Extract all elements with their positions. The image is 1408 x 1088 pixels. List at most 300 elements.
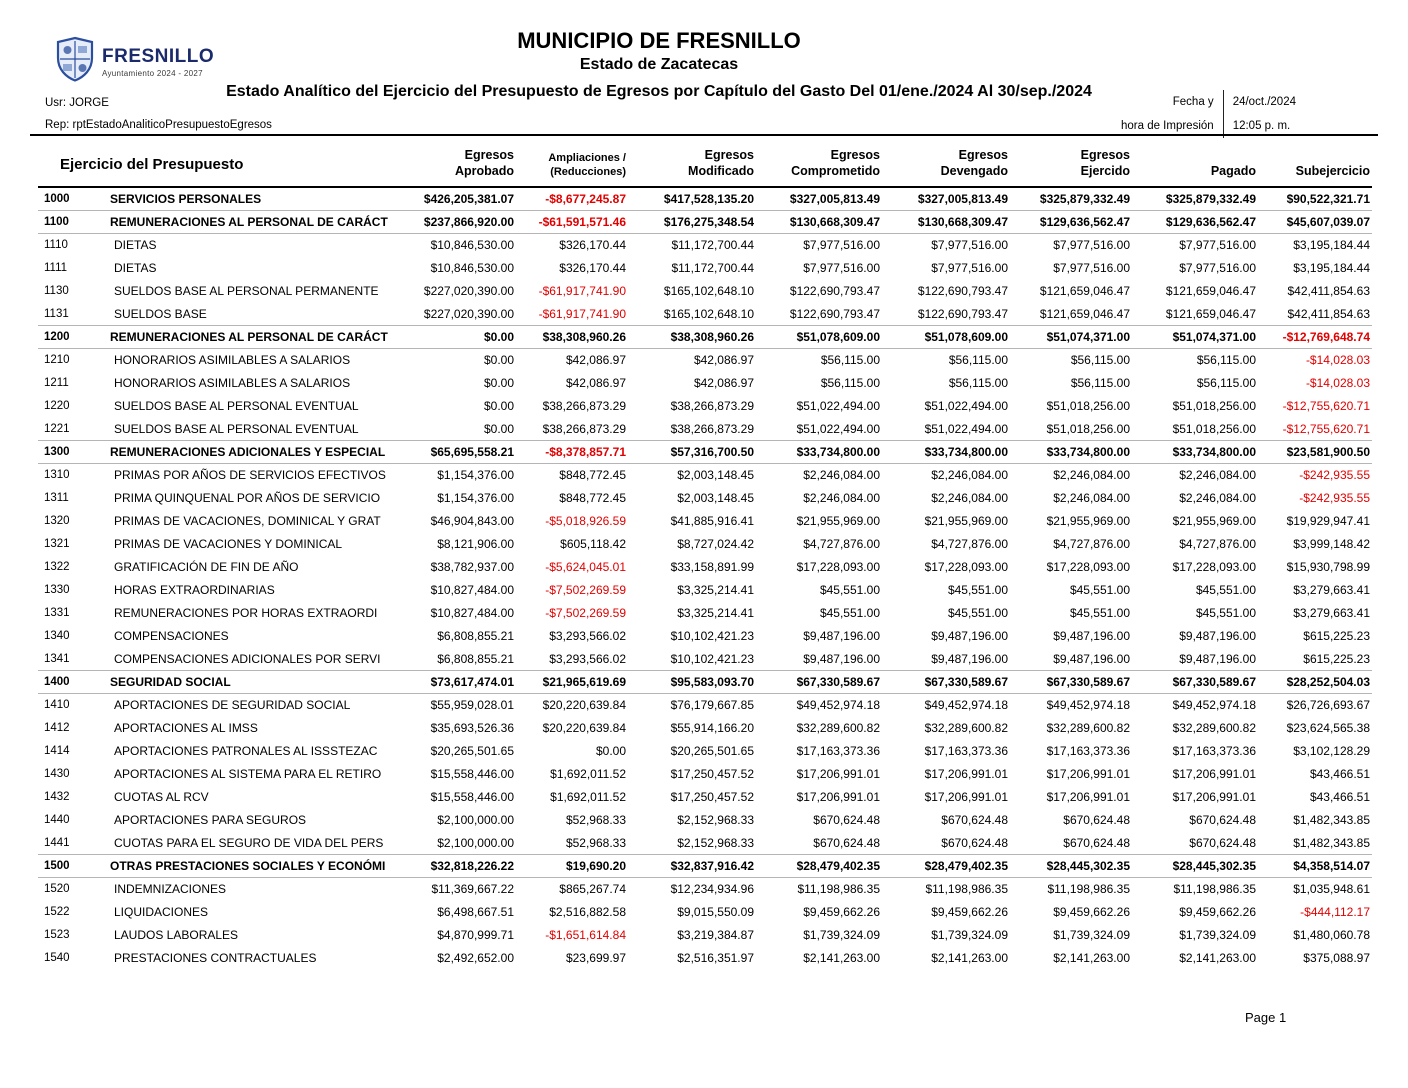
table-row (38, 647, 1372, 670)
row-value: $49,452,974.18 (1046, 698, 1130, 712)
row-value: $28,445,302.35 (1010, 854, 1132, 877)
row-value: $2,246,084.00 (931, 468, 1008, 482)
row-value: $670,624.48 (813, 835, 880, 850)
table-header-row (38, 148, 1372, 187)
row-value: -$242,935.55 (1299, 468, 1370, 482)
row-value: $28,252,504.03 (1258, 670, 1372, 693)
row-value: $56,115.00 (948, 375, 1008, 390)
row-value: $3,325,214.41 (677, 605, 754, 620)
row-value: $7,977,516.00 (1053, 260, 1130, 275)
row-value: -$7,502,269.59 (545, 582, 626, 597)
title-block (100, 28, 1218, 101)
row-value: $19,929,947.41 (1286, 513, 1370, 528)
row-value: $49,452,974.18 (1172, 698, 1256, 712)
row-code: 1520 (44, 883, 70, 895)
row-value: $0.00 (483, 398, 514, 413)
row-code: 1414 (44, 744, 70, 757)
row-value: $9,015,550.09 (677, 904, 754, 919)
table-row (38, 279, 1372, 302)
row-description: LIQUIDACIONES (114, 904, 209, 919)
row-description: SERVICIOS PERSONALES (100, 187, 400, 210)
row-value: $51,018,256.00 (1046, 421, 1130, 436)
row-value: $848,772.45 (559, 468, 626, 482)
row-value: -$61,917,741.90 (538, 306, 626, 321)
row-value: $10,827,484.00 (430, 582, 514, 597)
row-value: $325,879,332.49 (1132, 187, 1258, 210)
row-value: $670,624.48 (813, 812, 880, 827)
table-row (38, 900, 1372, 923)
row-value: $129,636,562.47 (1010, 210, 1132, 233)
row-value: $12,234,934.96 (670, 882, 754, 896)
row-code: 1300 (38, 440, 100, 463)
col-header-line: Egresos (830, 148, 880, 162)
row-value: $2,141,263.00 (1179, 950, 1256, 965)
row-code: 1523 (44, 928, 70, 941)
row-value: $2,141,263.00 (931, 950, 1008, 965)
row-value: $670,624.48 (1189, 812, 1256, 827)
row-value: $17,228,093.00 (1172, 559, 1256, 574)
row-value: $73,617,474.01 (400, 670, 516, 693)
col-header-line: Ampliaciones / (548, 151, 626, 164)
row-value: $26,726,693.67 (1286, 698, 1370, 712)
row-code: 1000 (38, 187, 100, 210)
row-value: $45,551.00 (1195, 582, 1256, 597)
row-value: $42,411,854.63 (1287, 283, 1370, 298)
row-value: $2,246,084.00 (1179, 468, 1256, 482)
print-meta (1121, 90, 1296, 138)
row-value: -$61,917,741.90 (538, 283, 626, 298)
row-value: $17,250,457.52 (670, 789, 754, 804)
row-value: $56,115.00 (948, 353, 1008, 367)
row-value: $45,551.00 (1069, 605, 1130, 620)
row-value: $9,459,662.26 (803, 904, 880, 919)
row-value: $6,498,667.51 (437, 904, 514, 919)
row-value: $11,369,667.22 (431, 882, 514, 896)
row-value: $2,152,968.33 (677, 812, 754, 827)
row-code: 1220 (44, 399, 70, 412)
row-description: HONORARIOS ASIMILABLES A SALARIOS (114, 375, 351, 390)
col-header-line: Comprometido (791, 163, 880, 178)
row-value: $3,219,384.87 (677, 927, 754, 942)
row-value: $15,558,446.00 (430, 766, 514, 781)
row-code: 1200 (38, 325, 100, 348)
row-value: $51,022,494.00 (796, 398, 880, 413)
table-row (38, 693, 1372, 716)
table-row (38, 302, 1372, 325)
row-value: $33,734,800.00 (756, 440, 882, 463)
row-description: REMUNERACIONES POR HORAS EXTRAORDI (114, 605, 378, 620)
table-row (38, 233, 1372, 256)
row-value: $33,158,891.99 (670, 559, 754, 574)
row-value: $670,624.48 (1189, 835, 1256, 850)
table-row (38, 877, 1372, 900)
col-header-line: Egresos (704, 148, 754, 162)
row-value: $23,581,900.50 (1258, 440, 1372, 463)
row-value: $670,624.48 (941, 812, 1008, 827)
row-value: $9,459,662.26 (931, 904, 1008, 919)
row-value: $32,289,600.82 (1046, 720, 1130, 735)
row-value: $67,330,589.67 (882, 670, 1010, 693)
row-value: $7,977,516.00 (803, 238, 880, 252)
row-value: $45,607,039.07 (1258, 210, 1372, 233)
row-value: $32,289,600.82 (796, 720, 880, 735)
row-value: $2,246,084.00 (1053, 490, 1130, 505)
table-group-row (38, 440, 1372, 463)
row-code: 1211 (44, 376, 69, 389)
row-value: $7,977,516.00 (1053, 238, 1130, 252)
row-value: $121,659,046.47 (1039, 306, 1130, 321)
row-value: $28,479,402.35 (756, 854, 882, 877)
table-group-row (38, 325, 1372, 348)
row-value: $10,102,421.23 (670, 651, 754, 666)
row-value: $38,266,873.29 (542, 421, 626, 436)
row-value: $325,879,332.49 (1010, 187, 1132, 210)
row-value: $2,003,148.45 (677, 468, 754, 482)
col-header-aprobado (400, 148, 516, 187)
row-value: $49,452,974.18 (796, 698, 880, 712)
table-row (38, 348, 1372, 371)
row-value: $326,170.44 (559, 260, 626, 275)
row-value: $38,308,960.26 (628, 325, 756, 348)
row-description: APORTACIONES PARA SEGUROS (114, 812, 307, 827)
row-value: $23,699.97 (565, 950, 626, 965)
row-value: $2,141,263.00 (803, 950, 880, 965)
row-description: INDEMNIZACIONES (114, 882, 227, 896)
row-value: $42,086.97 (693, 375, 754, 390)
row-value: $4,727,876.00 (803, 536, 880, 551)
row-value: $10,102,421.23 (670, 628, 754, 643)
row-code: 1311 (44, 491, 69, 504)
row-value: $17,206,991.01 (1046, 766, 1130, 781)
row-value: $3,293,566.02 (549, 651, 626, 666)
row-value: $11,172,700.44 (671, 260, 754, 275)
row-description: PRIMAS POR AÑOS DE SERVICIOS EFECTIVOS (114, 468, 386, 482)
table-row (38, 532, 1372, 555)
row-value: -$14,028.03 (1305, 375, 1370, 390)
row-value: -$12,769,648.74 (1258, 325, 1372, 348)
col-header-line: Devengado (940, 163, 1008, 178)
row-code: 1320 (44, 514, 70, 527)
row-value: $45,551.00 (1195, 605, 1256, 620)
row-value: $17,206,991.01 (796, 789, 880, 804)
header-divider (30, 134, 1378, 136)
row-value: $17,206,991.01 (796, 766, 880, 781)
table-row (38, 486, 1372, 509)
fecha-label: Fecha y (1172, 96, 1214, 108)
row-code: 1430 (44, 767, 70, 780)
row-value: $2,100,000.00 (437, 812, 514, 827)
row-value: $51,074,371.00 (1010, 325, 1132, 348)
row-value: $67,330,589.67 (1010, 670, 1132, 693)
table-group-row (38, 187, 1372, 210)
row-value: $3,279,663.41 (1293, 582, 1370, 597)
row-value: $45,551.00 (819, 605, 880, 620)
row-value: $51,078,609.00 (882, 325, 1010, 348)
row-value: $11,198,986.35 (1047, 882, 1130, 896)
row-value: $2,003,148.45 (677, 490, 754, 505)
row-value: $122,690,793.47 (917, 306, 1008, 321)
row-value: $2,516,351.97 (677, 950, 754, 965)
row-value: -$1,651,614.84 (545, 927, 626, 942)
table-row (38, 555, 1372, 578)
row-value: $90,522,321.71 (1258, 187, 1372, 210)
row-value: -$8,677,245.87 (516, 187, 628, 210)
row-value: $2,246,084.00 (931, 490, 1008, 505)
row-code: 1322 (44, 560, 70, 573)
hora-label: hora de Impresión (1120, 120, 1214, 132)
row-value: $38,308,960.26 (516, 325, 628, 348)
row-value: $670,624.48 (941, 835, 1008, 850)
row-code: 1330 (44, 583, 70, 596)
row-value: $17,206,991.01 (1172, 766, 1256, 781)
row-value: $3,325,214.41 (677, 582, 754, 597)
row-value: $28,445,302.35 (1132, 854, 1258, 877)
row-value: $52,968.33 (565, 835, 626, 850)
row-value: $3,102,128.29 (1293, 743, 1370, 758)
table-row (38, 808, 1372, 831)
row-value: $8,121,906.00 (437, 536, 514, 551)
table-body (38, 187, 1372, 969)
row-value: $17,228,093.00 (796, 559, 880, 574)
row-value: $11,172,700.44 (671, 238, 754, 252)
logo-subtitle: Ayuntamiento 2024 - 2027 (102, 68, 203, 78)
row-description: REMUNERACIONES AL PERSONAL DE CARÁCT (100, 325, 400, 348)
col-header-line: Aprobado (454, 163, 514, 178)
row-value: $32,289,600.82 (1172, 720, 1256, 735)
row-value: $45,551.00 (819, 582, 880, 597)
table-group-row (38, 854, 1372, 877)
row-value: $375,088.97 (1303, 950, 1370, 965)
row-value: $1,480,060.78 (1293, 927, 1370, 942)
row-value: $65,695,558.21 (400, 440, 516, 463)
row-value: $38,266,873.29 (542, 398, 626, 413)
row-value: $4,358,514.07 (1258, 854, 1372, 877)
col-header-line: Modificado (688, 163, 754, 178)
row-value: $42,086.97 (565, 353, 626, 367)
row-value: $56,115.00 (1070, 375, 1130, 390)
row-description: APORTACIONES PATRONALES AL ISSSTEZAC (114, 743, 378, 758)
col-header-line: Pagado (1210, 163, 1256, 178)
row-value: $7,977,516.00 (1179, 238, 1256, 252)
row-value: $67,330,589.67 (1132, 670, 1258, 693)
row-value: $9,487,196.00 (1053, 651, 1130, 666)
row-value: $21,955,969.00 (796, 513, 880, 528)
row-value: $10,846,530.00 (430, 260, 514, 275)
row-value: $11,198,986.35 (925, 882, 1008, 896)
row-value: $615,225.23 (1303, 651, 1370, 666)
row-description: REMUNERACIONES ADICIONALES Y ESPECIAL (100, 440, 400, 463)
row-value: $1,154,376.00 (437, 490, 514, 505)
row-description: SUELDOS BASE AL PERSONAL EVENTUAL (114, 421, 359, 436)
fecha-value: 24/oct./2024 (1232, 96, 1296, 108)
row-code: 1100 (38, 210, 100, 233)
row-code: 1540 (44, 951, 70, 964)
row-value: $32,837,916.42 (628, 854, 756, 877)
row-description: SUELDOS BASE (114, 306, 207, 321)
row-description: CUOTAS PARA EL SEGURO DE VIDA DEL PERS (114, 835, 384, 850)
table-row (38, 394, 1372, 417)
row-code: 1441 (44, 836, 70, 849)
row-value: $51,074,371.00 (1132, 325, 1258, 348)
row-description: CUOTAS AL RCV (114, 789, 209, 804)
table-row (38, 923, 1372, 946)
row-value: $56,115.00 (1196, 375, 1256, 390)
row-value: $2,141,263.00 (1053, 950, 1130, 965)
row-value: $42,086.97 (565, 375, 626, 390)
row-value: $15,930,798.99 (1286, 559, 1370, 574)
row-value: $9,487,196.00 (803, 628, 880, 643)
row-value: $2,152,968.33 (677, 835, 754, 850)
row-value: $9,459,662.26 (1179, 904, 1256, 919)
row-value: $19,690.20 (516, 854, 628, 877)
row-code: 1321 (44, 537, 70, 550)
row-description: PRIMAS DE VACACIONES, DOMINICAL Y GRAT (114, 513, 381, 528)
row-value: $1,692,011.52 (550, 789, 626, 804)
row-value: $2,246,084.00 (1179, 490, 1256, 505)
row-value: $7,977,516.00 (931, 260, 1008, 275)
row-value: $33,734,800.00 (1010, 440, 1132, 463)
row-value: $121,659,046.47 (1165, 283, 1256, 298)
row-value: $1,035,948.61 (1293, 882, 1370, 896)
row-code: 1500 (38, 854, 100, 877)
row-value: $4,727,876.00 (1053, 536, 1130, 551)
row-code: 1110 (44, 239, 68, 251)
row-value: $1,482,343.85 (1293, 812, 1370, 827)
row-value: $17,163,373.36 (1046, 743, 1130, 758)
row-value: $227,020,390.00 (423, 306, 514, 321)
row-value: $327,005,813.49 (756, 187, 882, 210)
row-value: $417,528,135.20 (628, 187, 756, 210)
row-value: -$7,502,269.59 (545, 605, 626, 620)
row-value: $51,018,256.00 (1046, 398, 1130, 413)
row-code: 1210 (44, 354, 70, 366)
row-value: $122,690,793.47 (789, 283, 880, 298)
row-value: $0.00 (400, 325, 516, 348)
row-value: $0.00 (483, 353, 514, 367)
row-value: $17,206,991.01 (924, 766, 1008, 781)
row-value: $2,516,882.58 (549, 904, 626, 919)
row-value: $1,739,324.09 (1053, 927, 1130, 942)
col-header-modificado (628, 148, 756, 187)
row-value: $2,100,000.00 (437, 835, 514, 850)
table-group-row (38, 210, 1372, 233)
row-value: $9,487,196.00 (1179, 628, 1256, 643)
row-value: $2,246,084.00 (1053, 468, 1130, 482)
col-header-subejercicio (1258, 148, 1372, 187)
row-value: $20,265,501.65 (430, 743, 514, 758)
row-value: $67,330,589.67 (756, 670, 882, 693)
row-value: $130,668,309.47 (882, 210, 1010, 233)
row-value: $43,466.51 (1309, 766, 1370, 781)
row-value: $17,228,093.00 (1046, 559, 1130, 574)
row-value: $21,955,969.00 (924, 513, 1008, 528)
row-description: DIETAS (114, 260, 157, 275)
row-description: DIETAS (114, 238, 157, 252)
row-value: $45,551.00 (1069, 582, 1130, 597)
row-description: SUELDOS BASE AL PERSONAL EVENTUAL (114, 398, 359, 413)
row-value: $57,316,700.50 (628, 440, 756, 463)
table-row (38, 601, 1372, 624)
row-value: $2,492,652.00 (437, 950, 514, 965)
row-description: PRIMAS DE VACACIONES Y DOMINICAL (114, 536, 343, 551)
row-code: 1310 (44, 469, 70, 481)
row-value: $51,078,609.00 (756, 325, 882, 348)
row-value: $4,727,876.00 (1179, 536, 1256, 551)
row-value: -$5,018,926.59 (545, 513, 626, 528)
row-code: 1400 (38, 670, 100, 693)
row-code: 1522 (44, 905, 70, 918)
row-value: $8,727,024.42 (677, 536, 754, 551)
row-value: $17,163,373.36 (924, 743, 1008, 758)
row-value: $41,885,916.41 (670, 513, 754, 528)
row-value: $21,955,969.00 (1046, 513, 1130, 528)
row-value: $51,018,256.00 (1172, 421, 1256, 436)
row-value: $7,977,516.00 (931, 238, 1008, 252)
row-value: $3,293,566.02 (549, 628, 626, 643)
row-value: $3,999,148.42 (1293, 536, 1370, 551)
row-value: $55,959,028.01 (430, 698, 514, 712)
row-value: -$61,591,571.46 (516, 210, 628, 233)
table-row (38, 785, 1372, 808)
row-value: $1,739,324.09 (1179, 927, 1256, 942)
table-row (38, 371, 1372, 394)
row-value: -$12,755,620.71 (1282, 421, 1370, 436)
row-value: $165,102,648.10 (663, 283, 754, 298)
row-value: $21,955,969.00 (1172, 513, 1256, 528)
row-value: -$242,935.55 (1299, 490, 1370, 505)
table-row (38, 946, 1372, 969)
row-value: $43,466.51 (1309, 789, 1370, 804)
table-row (38, 716, 1372, 739)
row-value: $33,734,800.00 (1132, 440, 1258, 463)
row-value: $51,018,256.00 (1172, 398, 1256, 413)
row-value: $20,220,639.84 (542, 720, 626, 735)
col-header-line: Egresos (958, 148, 1008, 162)
row-value: $35,693,526.36 (430, 720, 514, 735)
row-value: $10,827,484.00 (430, 605, 514, 620)
row-value: $1,692,011.52 (550, 766, 626, 781)
row-value: $9,487,196.00 (931, 628, 1008, 643)
row-description: PRIMA QUINQUENAL POR AÑOS DE SERVICIO (114, 490, 381, 505)
table-row (38, 762, 1372, 785)
row-description: PRESTACIONES CONTRACTUALES (114, 950, 317, 965)
row-value: $176,275,348.54 (628, 210, 756, 233)
row-value: $615,225.23 (1303, 628, 1370, 643)
row-value: $1,154,376.00 (437, 468, 514, 482)
row-description: LAUDOS LABORALES (114, 927, 239, 942)
row-value: $227,020,390.00 (423, 283, 514, 298)
report-title: Estado Analítico del Ejercicio del Presupuesto de Egresos por Capítulo del Gasto Del 01/ene./2024 Al 30/sep./2024 (226, 83, 1092, 100)
row-value: $56,115.00 (820, 353, 880, 367)
row-value: $6,808,855.21 (437, 651, 514, 666)
col-header-devengado (882, 148, 1010, 187)
row-value: $129,636,562.47 (1132, 210, 1258, 233)
user-label: Usr: JORGE (45, 97, 109, 109)
row-value: $9,487,196.00 (1053, 628, 1130, 643)
row-value: $848,772.45 (559, 490, 626, 505)
row-value: $121,659,046.47 (1165, 306, 1256, 321)
row-code: 1221 (44, 422, 70, 435)
row-value: $7,977,516.00 (803, 260, 880, 275)
shield-icon (55, 36, 95, 87)
logo-name: FRESNILLO (102, 45, 215, 67)
table-row (38, 831, 1372, 854)
row-value: $23,624,565.38 (1286, 720, 1370, 735)
row-value: $2,246,084.00 (803, 490, 880, 505)
row-value: $17,206,991.01 (1172, 789, 1256, 804)
row-value: $9,487,196.00 (1179, 651, 1256, 666)
row-value: $17,228,093.00 (924, 559, 1008, 574)
